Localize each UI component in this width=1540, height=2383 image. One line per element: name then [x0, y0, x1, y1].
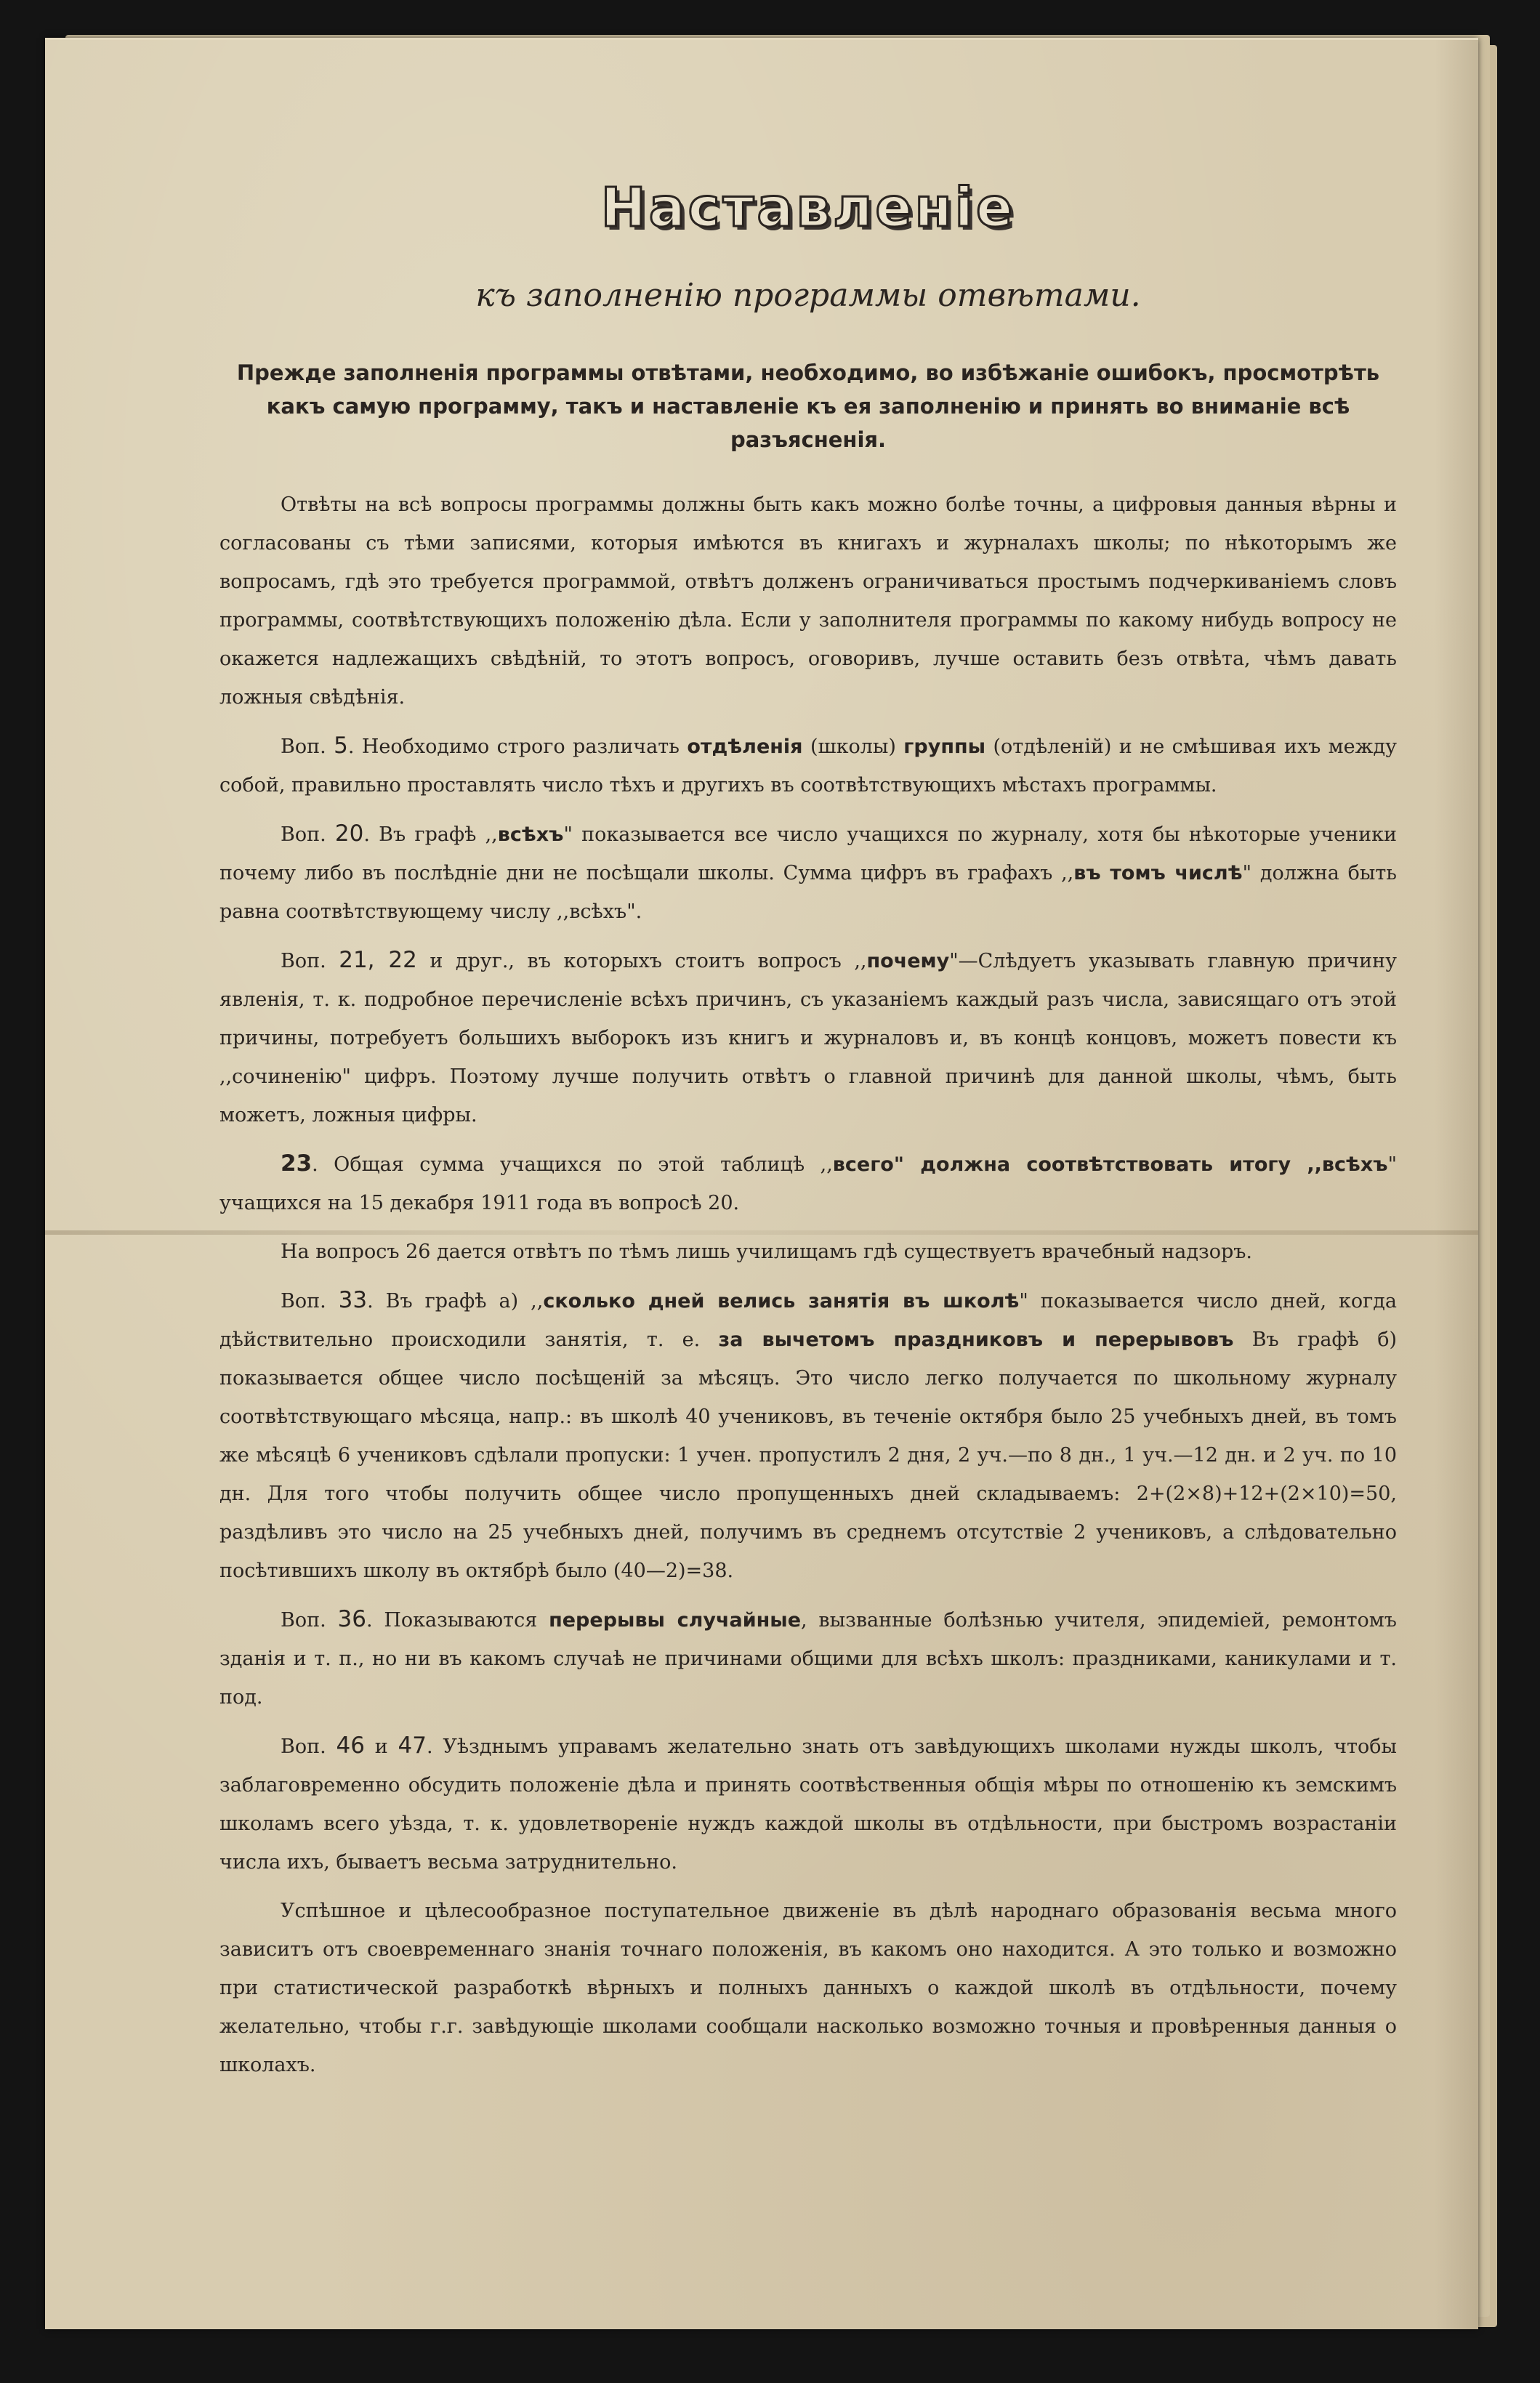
text-run: . Уѣзднымъ управамъ желательно знать отъ завѣдующихъ школами нужды школъ, чтобы заблаговременно обсудить положеніе дѣла и принять соотвѣственныя общія мѣры по отношенію къ земскимъ школамъ всего уѣзда, т. к. удовлетвореніе нуждъ каждой школы въ отдѣльности, при быстромъ возрастаніи числа ихъ, бываетъ весьма затруднительно.	[219, 1735, 1397, 1874]
bold-term: за вычетомъ праздниковъ и перерывовъ	[718, 1328, 1234, 1351]
question-prefix: Воп.	[281, 1290, 326, 1313]
text-run: и	[364, 1735, 398, 1758]
bold-term: группы	[903, 735, 986, 758]
question-number: 23	[281, 1150, 313, 1177]
lead-paragraph: Прежде заполненія программы отвѣтами, необходимо, во избѣжаніе ошибокъ, просмотрѣть какъ самую программу, такъ и наставленіе къ ея заполненію и принять во вниманіе всѣ разъясненія.	[236, 360, 1380, 452]
text-run: " показывается число дней, когда дѣйствительно происходили занятія, т. е.	[219, 1290, 1398, 1351]
bold-term: всѣхъ	[497, 823, 564, 846]
document-subtitle: къ заполненію программы отвѣтами.	[475, 277, 1141, 314]
paragraph-q5	[219, 727, 1397, 805]
document-content	[219, 40, 1397, 2094]
text-run: . Общая сумма учащихся по этой таблицѣ ,,	[312, 1153, 833, 1176]
text-run: . Показываются	[366, 1609, 549, 1632]
bold-term: отдѣленія	[687, 735, 803, 758]
document-title: Наставленіе	[600, 177, 1016, 239]
text-run: " должна быть равна соотвѣтствующему числу ,,всѣхъ".	[219, 862, 1397, 923]
page-edge-shadow	[1435, 40, 1478, 2329]
paragraph-q23	[219, 1145, 1397, 1222]
bold-term: почему	[866, 950, 950, 972]
question-number: 33	[338, 1287, 368, 1313]
text-run: , вызванные болѣзнью учителя, эпидеміей, ремонтомъ зданія и т. п., но ни въ какомъ случаѣ не причинами общими для всѣхъ школъ: праздниками, каникулами и т. под.	[219, 1609, 1397, 1709]
paragraph-q26: На вопросъ 26 дается отвѣтъ по тѣмъ лишь училищамъ гдѣ существуетъ врачебный надзоръ.	[281, 1241, 1252, 1263]
bold-term: въ томъ числѣ	[1073, 862, 1243, 884]
bold-term: всего" должна соотвѣтствовать итогу ,,всѣхъ	[832, 1153, 1388, 1176]
question-number: 47	[398, 1733, 427, 1759]
paragraph-q36	[219, 1600, 1397, 1717]
text-run: " учащихся на 15 декабря 1911 года въ вопросѣ 20.	[219, 1153, 1397, 1214]
question-prefix: Воп.	[281, 1735, 326, 1758]
question-prefix: Воп.	[281, 823, 326, 846]
text-run: Въ графѣ б) показывается общее число посѣщеній за мѣсяцъ. Это число легко получается по школьному журналу соотвѣтствующаго мѣсяца, напр.: въ школѣ 40 учениковъ, въ теченіе октября было 25 учебныхъ дней, въ томъ же мѣсяцѣ 6 учениковъ сдѣлали пропуски: 1 учен. пропустилъ 2 дня, 2 уч.—по 8 дн., 1 уч.—12 дн. и 2 уч. по 10 дн. Для того чтобы получить общее число пропущенныхъ дней складываемъ: 2+(2×8)+12+(2×10)=50, раздѣливъ это число на 25 учебныхъ дней, получимъ въ среднемъ отсутствіе 2 учениковъ, а слѣдовательно посѣтившихъ школу въ октябрѣ было (40—2)=38.	[219, 1328, 1397, 1582]
document-body	[219, 485, 1397, 2084]
text-run: (школы)	[802, 735, 904, 758]
bold-term: перерывы случайные	[549, 1609, 802, 1632]
text-run: " показывается все число учащихся по журналу, хотя бы нѣкоторые ученики почему либо въ послѣдніе дни не посѣщали школы. Сумма цифръ въ графахъ ,,	[219, 823, 1397, 884]
question-number: 36	[337, 1606, 366, 1632]
text-run: . Въ графѣ ,,	[363, 823, 498, 846]
text-run: . Въ графѣ а) ,,	[367, 1290, 544, 1313]
question-number: 20	[334, 820, 364, 847]
question-number: 21, 22	[339, 947, 417, 973]
paragraph-q21	[219, 941, 1397, 1134]
text-run: . Необходимо строго различать	[347, 735, 688, 758]
text-run: "—Слѣдуетъ указывать главную причину явленія, т. к. подробное перечисленіе всѣхъ причинъ, съ указаніемъ каждый разъ числа, зависящаго отъ этой причины, потребуетъ большихъ выборокъ изъ книгъ и журналовъ и, въ концѣ концовъ, можетъ повести къ ,,сочиненію" цифръ. Поэтому лучше получить отвѣтъ о главной причинѣ для данной школы, чѣмъ, быть можетъ, ложныя цифры.	[219, 950, 1397, 1126]
question-prefix: Воп.	[281, 1609, 326, 1632]
paragraph-q33	[219, 1281, 1397, 1590]
paragraph-q46	[219, 1727, 1397, 1882]
paragraph-general: Отвѣты на всѣ вопросы программы должны быть какъ можно болѣе точны, а цифровыя данныя вѣрны и согласованы съ тѣми записями, которыя имѣются въ книгахъ и журналахъ школы; по нѣкоторымъ же вопросамъ, гдѣ это требуется программой, отвѣтъ долженъ ограничиваться простымъ подчеркиваніемъ словъ программы, соотвѣтствующихъ положенію дѣла. Если у заполнителя программы по какому нибудь вопросу не окажется надлежащихъ свѣдѣній, то этотъ вопросъ, оговоривъ, лучше оставить безъ отвѣта, чѣмъ давать ложныя свѣдѣнія.	[219, 493, 1397, 709]
bold-term: сколько дней велись занятія въ школѣ	[543, 1290, 1020, 1313]
question-number: 46	[336, 1733, 365, 1759]
text-run: и друг., въ которыхъ стоитъ вопросъ ,,	[416, 950, 867, 972]
question-prefix: Воп.	[281, 950, 326, 972]
paragraph-conclusion: Успѣшное и цѣлесообразное поступательное движеніе въ дѣлѣ народнаго образованія весьма много зависитъ отъ своевременнаго знанія точнаго положенія, въ какомъ оно находится. А это только и возможно при статистической разработкѣ вѣрныхъ и полныхъ данныхъ о каждой школѣ въ отдѣльности, почему желательно, чтобы г.г. завѣдующіе школами сообщали насколько возможно точныя и провѣренныя данныя о школахъ.	[219, 1900, 1397, 2076]
text-run: (отдѣленій) и не смѣшивая ихъ между собой, правильно проставлять число тѣхъ и другихъ въ соотвѣтствующихъ мѣстахъ программы.	[219, 735, 1397, 797]
document-page	[45, 38, 1478, 2329]
question-number: 5	[334, 733, 348, 759]
question-prefix: Воп.	[281, 735, 326, 758]
paragraph-q20	[219, 815, 1397, 931]
